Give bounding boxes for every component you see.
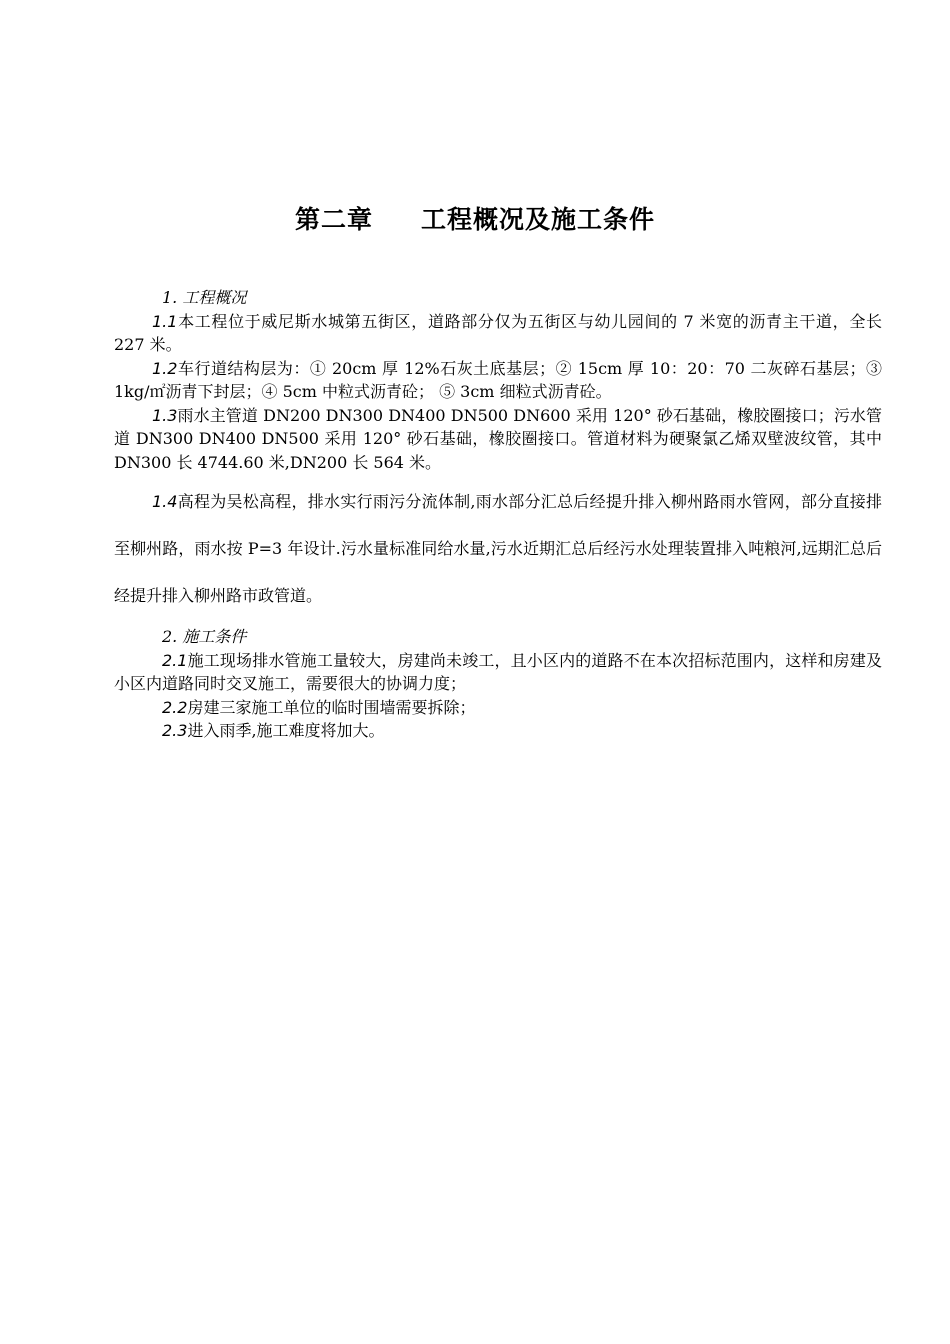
chapter-title	[0, 200, 950, 236]
body-content	[114, 286, 882, 743]
section-heading-overview: 1. 工程概况	[162, 288, 247, 307]
item-text: 高程为吴松高程，排水实行雨污分流体制,雨水部分汇总后经提升排入柳州路雨水管网，部分直接排至柳州路，雨水按 P=3 年设计.污水量标准同给水量,污水近期汇总后经污水处理装置排入吨粮河,远期汇总后经提升排入柳州路市政管道。	[114, 492, 882, 605]
item-label: 1.2	[152, 358, 178, 378]
item-label: 1.1	[152, 311, 178, 331]
paragraph-1-3	[114, 404, 882, 475]
paragraph-2-3	[114, 719, 882, 743]
item-label: 1.3	[152, 405, 178, 425]
item-text: 本工程位于威尼斯水城第五街区，道路部分仅为五街区与幼儿园间的 7 米宽的沥青主干道，全长 227 米。	[114, 311, 882, 354]
item-text: 进入雨季,施工难度将加大。	[187, 721, 385, 740]
item-label: 2.1	[162, 650, 188, 670]
paragraph-1-2	[114, 357, 882, 404]
paragraph-2-2	[114, 696, 882, 720]
item-text: 房建三家施工单位的临时围墙需要拆除；	[187, 697, 476, 717]
paragraph-1-1	[114, 310, 882, 357]
chapter-number: 第二章	[294, 205, 373, 234]
item-text: 车行道结构层为：① 20cm 厚 12%石灰土底基层；② 15cm 厚 10：20：70 二灰碎石基层；③ 1kg/㎡沥青下封层；④ 5cm 中粒式沥青砼； ⑤ 3cm 细粒式沥青砼。	[114, 358, 882, 401]
item-label: 2.2	[162, 697, 188, 717]
paragraph-2-1	[114, 649, 882, 696]
paragraph-1-4	[114, 478, 882, 619]
item-text: 雨水主管道 DN200 DN300 DN400 DN500 DN600 采用 120° 砂石基础，橡胶圈接口；污水管道 DN300 DN400 DN500 采用 120° 砂石基础，橡胶圈接口。管道材料为硬聚氯乙烯双壁波纹管，其中 DN300 长 4744.60 米,DN200 长 564 米。	[114, 405, 882, 472]
item-label: 2.3	[162, 721, 188, 740]
item-label: 1.4	[152, 492, 178, 511]
section-heading-conditions: 2. 施工条件	[162, 627, 247, 646]
item-text: 施工现场排水管施工量较大，房建尚未竣工，且小区内的道路不在本次招标范围内，这样和房建及小区内道路同时交叉施工，需要很大的协调力度；	[114, 650, 882, 693]
chapter-name: 工程概况及施工条件	[421, 205, 656, 234]
